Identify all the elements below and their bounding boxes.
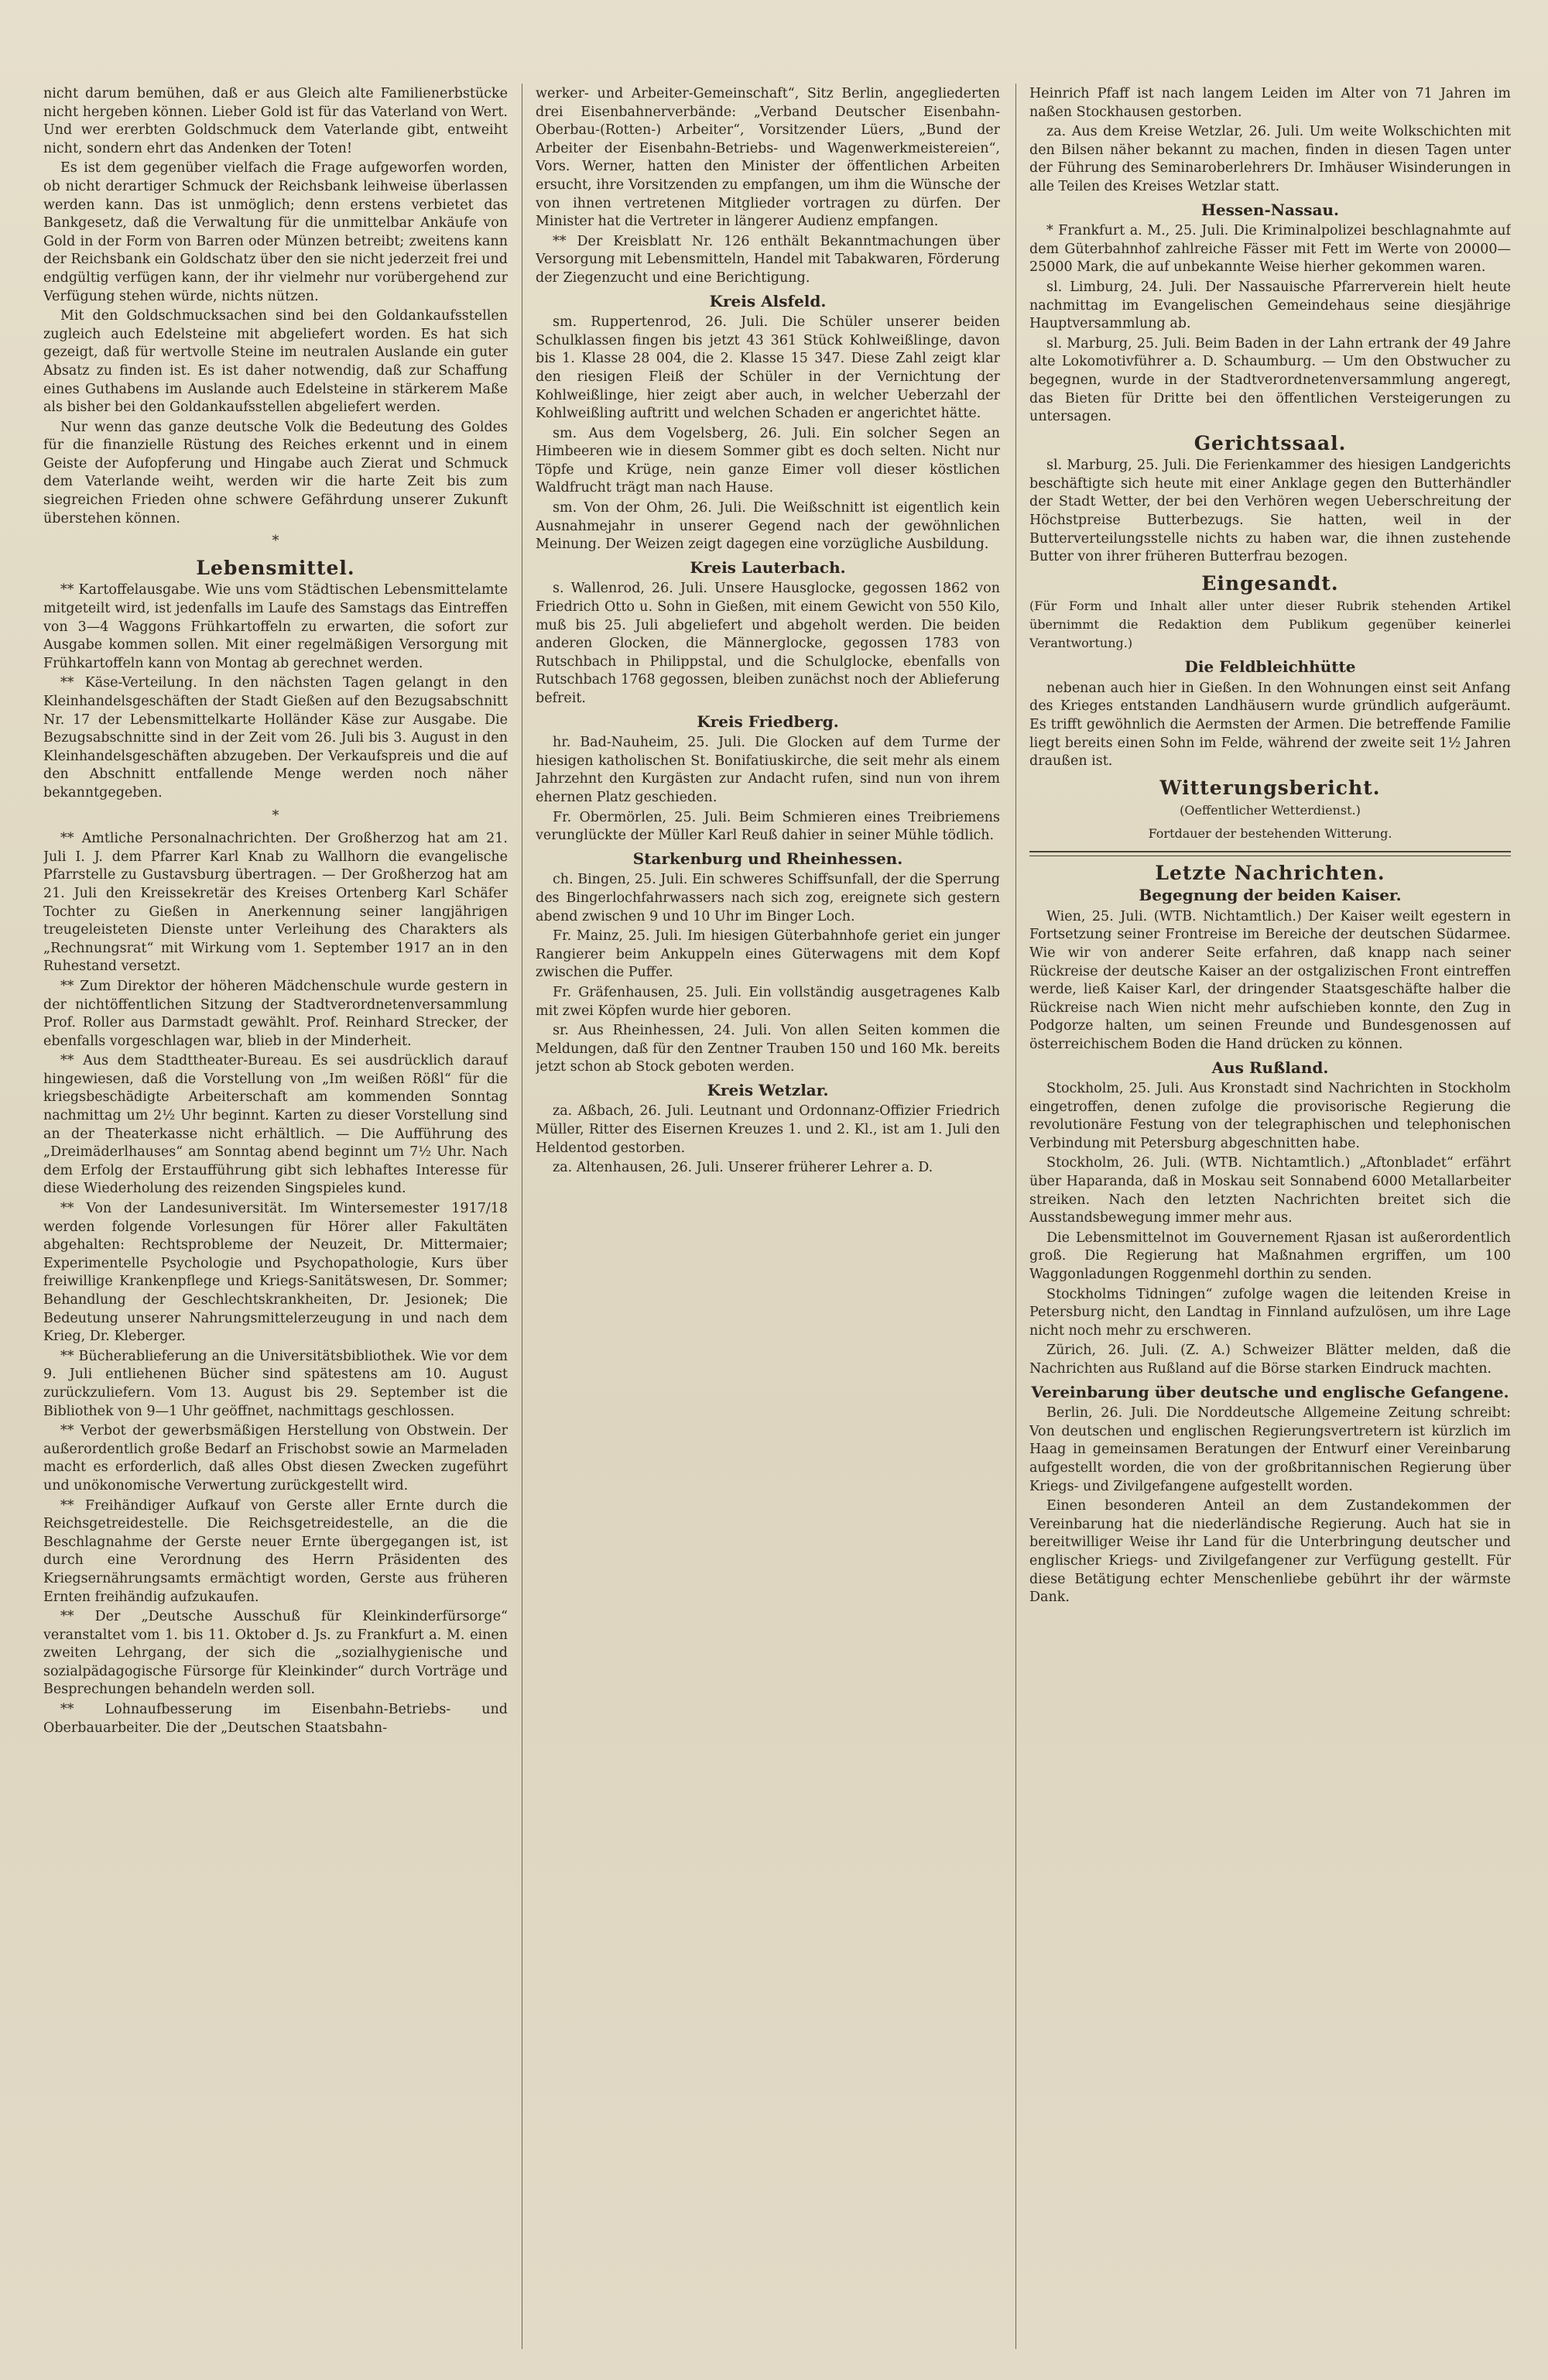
paragraph: Fr. Mainz, 25. Juli. Im hiesigen Güterbahnhofe geriet ein junger Rangierer beim Ankuppeln eines Güterwagens mit dem Kopf zwischen die Puffer. xyxy=(536,928,1000,981)
region-heading-wetzlar: Kreis Wetzlar. xyxy=(707,1080,829,1099)
section-heading-eingesandt: Eingesandt. xyxy=(1201,571,1339,595)
paragraph: ** Freihändiger Aufkauf von Gerste aller Ernte durch die Reichsgetreidestelle. Die Reichsgetreidestelle, an die die Beschlagnahme der Gerste neuer Ernte übergegangen ist, ist durch eine Verordnung des Herrn Präsidenten des Kriegsernährungsamts ermächtigt worden, Gerste aus früheren Ernten freihändig aufzukaufen. xyxy=(43,1497,508,1605)
column-middle xyxy=(536,85,1000,2357)
section-divider xyxy=(1029,851,1511,852)
paragraph: sl. Marburg, 25. Juli. Die Ferienkammer des hiesigen Landgerichts beschäftigte sich heute mit einer Anklage gegen den Butterhändler der Stadt Wetter, der bei den Verhören wegen Ueberschreitung der Höchstpreise Butterbezugs. Sie hatten, weil in der Butterverteilungsstelle nichts zu haben war, die ihnen zustehende Butter von ihrer früheren Butterfrau bezogen. xyxy=(1029,458,1511,565)
column-rule xyxy=(1015,84,1016,2349)
paragraph: hr. Bad-Nauheim, 25. Juli. Die Glocken auf dem Turme der hiesigen katholischen St. Bonifatiuskirche, die seit mehr als einem Jahrzehnt den Kurgästen zur Andacht rufen, sind nun von ihrem ehernen Platz geschieden. xyxy=(536,735,1000,805)
paragraph: za. Altenhausen, 26. Juli. Unserer früherer Lehrer a. D. xyxy=(553,1160,933,1176)
paragraph: Heinrich Pfaff ist nach langem Leiden im Alter von 71 Jahren im naßen Stockhausen gestorben. xyxy=(1029,86,1511,120)
weather-forecast: Fortdauer der bestehenden Witterung. xyxy=(1148,825,1392,841)
region-heading-hessen-nassau: Hessen-Nassau. xyxy=(1201,200,1339,219)
paragraph: Stockholms Tidningen“ zufolge wagen die leitenden Kreise in Petersburg nicht, den Landtag in Finnland aufzulösen, um ihre Lage nicht noch mehr zu erschweren. xyxy=(1029,1286,1511,1339)
region-heading-alsfeld: Kreis Alsfeld. xyxy=(709,291,827,310)
paragraph: * Frankfurt a. M., 25. Juli. Die Kriminalpolizei beschlagnahmte auf dem Güterbahnhof zahlreiche Fässer mit Fett im Werte von 20000—25000 Mark, die auf unbekannte Weise hierher gekommen waren. xyxy=(1029,223,1511,276)
paragraph: Nur wenn das ganze deutsche Volk die Bedeutung des Goldes für die finanzielle Rüstung des Reiches erkennt und in einem Geiste der Aufopferung und Hingabe auch Zierat und Schmuck dem Vaterlande weiht, werden wir die harte Zeit bis zum siegreichen Frieden ohne schwere Gefährdung unserer Zukunft überstehen können. xyxy=(43,419,508,526)
paragraph: za. Aus dem Kreise Wetzlar, 26. Juli. Um weite Wolkschichten mit den Bilsen näher bekannt zu machen, finden in diesen Tagen unter der Führung des Seminaroberlehrers Dr. Imhäuser Wisinderungen in alle Teilen des Kreises Wetzlar statt. xyxy=(1029,124,1511,194)
paragraph: ** Bücherablieferung an die Universitätsbibliothek. Wie vor dem 9. Juli entliehenen Bücher sind spätestens am 10. August zurückzuliefern. Vom 13. August bis 29. September ist die Bibliothek von 9—1 Uhr geöffnet, nachmittags geschlossen. xyxy=(43,1348,508,1419)
editorial-disclaimer: (Für Form und Inhalt aller unter dieser Rubrik stehenden Artikel übernimmt die Redaktion dem Publikum gegenüber keinerlei Verantwortung.) xyxy=(1029,598,1511,650)
paragraph: Die Lebensmittelnot im Gouvernement Rjasan ist außerordentlich groß. Die Regierung hat Maßnahmen ergriffen, um 100 Waggonladungen Roggenmehl dorthin zu senden. xyxy=(1029,1229,1511,1283)
section-heading-lebensmittel: Lebensmittel. xyxy=(196,556,355,579)
weather-subtitle: (Oeffentlicher Wetterdienst.) xyxy=(1180,803,1361,818)
paragraph: ** Lohnaufbesserung im Eisenbahn-Betriebs- und Oberbauarbeiter. Die der „Deutschen Staatsbahn- xyxy=(43,1702,508,1736)
news-subheading: Begegnung der beiden Kaiser. xyxy=(1139,886,1402,905)
section-heading-letzte-nachrichten: Letzte Nachrichten. xyxy=(1155,861,1385,884)
section-heading-gerichtssaal: Gerichtssaal. xyxy=(1194,431,1347,454)
region-heading-friedberg: Kreis Friedberg. xyxy=(697,712,839,731)
paragraph: sm. Aus dem Vogelsberg, 26. Juli. Ein solcher Segen an Himbeeren wie in diesem Sommer gibt es doch selten. Nicht nur Töpfe und Krüge, nein ganze Eimer voll dieser köstlichen Waldfrucht trägt man nach Hause. xyxy=(536,425,1000,496)
paragraph: Mit den Goldschmucksachen sind bei den Goldankaufsstellen zugleich auch Edelsteine mit abgeliefert worden. Es hat sich gezeigt, daß für wertvolle Steine im neutralen Auslande ein guter Absatz zu finden ist. Es ist daher notwendig, daß zur Schaffung eines Guthabens im Auslande auch Edelsteine in stärkerem Maße als bisher bei den Goldankaufsstellen abgeliefert werden. xyxy=(43,308,508,416)
paragraph: ** Verbot der gewerbsmäßigen Herstellung von Obstwein. Der außerordentlich große Bedarf an Frischobst sowie an Marmeladen macht es erforderlich, daß alles Obst diesen Zwecken zugeführt und unökonomische Verwertung zurückgestellt wird. xyxy=(43,1423,508,1494)
paragraph: ** Kartoffelausgabe. Wie uns vom Städtischen Lebensmittelamte mitgeteilt wird, ist jedenfalls im Laufe des Samstags das Eintreffen von 3—4 Waggons Frühkartoffeln zu erwarten, die sofort zur Ausgabe kommen sollen. Mit einer regelmäßigen Versorgung mit Frühkartoffeln kann von Montag ab gerechnet werden. xyxy=(43,582,508,671)
column-right xyxy=(1029,85,1511,2357)
paragraph: sl. Limburg, 24. Juli. Der Nassauische Pfarrerverein hielt heute nachmittag im Evangelischen Gemeindehaus seine diesjährige Hauptversammlung ab. xyxy=(1029,279,1511,332)
region-heading-lauterbach: Kreis Lauterbach. xyxy=(690,557,846,577)
section-heading-witterungsbericht: Witterungsbericht. xyxy=(1159,776,1381,799)
paragraph: nebenan auch hier in Gießen. In den Wohnungen einst seit Anfang des Krieges entstanden Landhäusern wurde gründlich aufgeräumt. Es trifft gewöhnlich die Aermsten der Armen. Die betreffende Familie liegt bereits einen Sohn im Felde, während der zweite seit 1½ Jahren draußen ist. xyxy=(1029,680,1511,770)
paragraph: sm. Von der Ohm, 26. Juli. Die Weißschnitt ist eigentlich kein Ausnahmejahr in unserer Gegend nach der gewöhnlichen Meinung. Der Weizen zeigt dagegen eine vorzügliche Ausbildung. xyxy=(536,500,1000,553)
paragraph: za. Aßbach, 26. Juli. Leutnant und Ordonnanz-Offizier Friedrich Müller, Ritter des Eisernen Kreuzes 1. und 2. Kl., ist am 1. Juli den Heldentod gestorben. xyxy=(536,1103,1000,1156)
paragraph: ** Zum Direktor der höheren Mädchenschule wurde gestern in der nichtöffentlichen Sitzung der Stadtverordnetenversammlung Prof. Roller aus Darmstadt gewählt. Prof. Reinhard Strecker, der ebenfalls vorgeschlagen war, blieb in der Minderheit. xyxy=(43,978,508,1049)
paragraph: sl. Marburg, 25. Juli. Beim Baden in der Lahn ertrank der 49 Jahre alte Lokomotivführer a. D. Schaumburg. — Um den Obstwucher zu begegnen, wurde in der Stadtverordnetenversammlung angeregt, das Bieten für Dritte bei den öffentlichen Versteigerungen zu untersagen. xyxy=(1029,335,1511,425)
paragraph: Stockholm, 25. Juli. Aus Kronstadt sind Nachrichten in Stockholm eingetroffen, denen zufolge die provisorische Regierung die revolutionäre Festung von der telegraphischen und telephonischen Verbindung mit Petersburg abgeschnitten habe. xyxy=(1029,1081,1511,1151)
paragraph: ** Der Kreisblatt Nr. 126 enthält Bekanntmachungen über Versorgung mit Lebensmitteln, Handel mit Tabakwaren, Förderung der Ziegenzucht und eine Berichtigung. xyxy=(536,233,1000,286)
news-subheading: Vereinbarung über deutsche und englische Gefangene. xyxy=(1031,1382,1509,1401)
paragraph: sr. Aus Rheinhessen, 24. Juli. Von allen Seiten kommen die Meldungen, daß für den Zentner Trauben 150 und 160 Mk. bereits jetzt schon ab Stock geboten werden. xyxy=(536,1023,1000,1075)
paragraph: ** Käse-Verteilung. In den nächsten Tagen gelangt in den Kleinhandelsgeschäften der Stadt Gießen auf den Bezugsabschnitt Nr. 17 der Lebensmittelkarte Holländer Käse zur Ausgabe. Die Bezugsabschnitte sind in der Zeit vom 26. Juli bis 3. August in den Kleinhandelsgeschäften abzugeben. Der Verkaufspreis und die auf den Abschnitt entfallende Menge werden noch näher bekanntgegeben. xyxy=(43,675,508,801)
paragraph: Fr. Obermörlen, 25. Juli. Beim Schmieren eines Treibriemens verunglückte der Müller Karl Reuß dahier in seiner Mühle tödlich. xyxy=(536,809,1000,844)
paragraph: s. Wallenrod, 26. Juli. Unsere Hausglocke, gegossen 1862 von Friedrich Otto u. Sohn in Gießen, mit einem Gewicht von 550 Kilo, muß bis 25. Juli abgeliefert und abgeholt werden. Die beiden anderen Glocken, die Männerglocke, gegossen 1783 von Rutschbach in Philippstal, und die Schulglocke, ebenfalls von Rutschbach 1768 gegossen, bleiben zunächst noch der Ablieferung befreit. xyxy=(536,581,1000,706)
paragraph: Berlin, 26. Juli. Die Norddeutsche Allgemeine Zeitung schreibt: Von deutschen und englischen Regierungsvertretern ist kürzlich im Haag in gemeinsamen Beratungen der Entwurf einer Vereinbarung aufgestellt worden, die von der großbritannischen Regierung über Kriegs- und Zivilgefangene aufgestellt worden. xyxy=(1029,1405,1511,1494)
paragraph: Stockholm, 26. Juli. (WTB. Nichtamtlich.) „Aftonbladet“ erfährt über Haparanda, daß in Moskau seit Sonnabend 6000 Metallarbeiter streiken. Nach den letzten Nachrichten breitet sich die Ausstandsbewegung immer mehr aus. xyxy=(1029,1155,1511,1226)
region-heading-starkenburg: Starkenburg und Rheinhessen. xyxy=(632,849,903,868)
paragraph: ** Der „Deutsche Ausschuß für Kleinkinderfürsorge“ veranstaltet vom 1. bis 11. Oktober d. Js. zu Frankfurt a. M. einen zweiten Lehrgang, der sich die „sozialhygienische und sozialpädagogische Fürsorge für Kleinkinder“ durch Vorträge und Besprechungen behandeln werden soll. xyxy=(43,1609,508,1698)
paragraph: ** Von der Landesuniversität. Im Wintersemester 1917/18 werden folgende Vorlesungen für Hörer aller Fakultäten abgehalten: Rechtsprobleme der Neuzeit, Dr. Mittermaier; Experimentelle Psychologie und Psychopathologie, Kurs über freiwillige Krankenpflege und Kriegs-Sanitätswesen, Dr. Sommer; Behandlung der Geschlechtskrankheiten, Dr. Jesionek; Die Bedeutung unserer Nahrungsmittelerzeugung in und nach dem Krieg, Dr. Kleberger. xyxy=(43,1201,508,1345)
paragraph: Wien, 25. Juli. (WTB. Nichtamtlich.) Der Kaiser weilt egestern in Fortsetzung seiner Frontreise im Bereiche der deutschen Südarmee. Wie wir von anderer Seite erfahren, daß knapp nach seiner Rückreise der deutsche Kaiser an der ostgalizischen Front eintreffen werde, ließ Kaiser Karl, der dringender Staatsgeschäfte halber die Rückreise nach Wien nicht mehr aufschieben konnte, den Zug in Podgorze halten, um seinen Freunde und Bundesgenossen auf österreichischem Boden die Hand drücken zu können. xyxy=(1029,908,1511,1052)
column-left xyxy=(43,85,508,2357)
asterisk-divider: * xyxy=(272,533,279,550)
paragraph: ch. Bingen, 25. Juli. Ein schweres Schiffsunfall, der die Sperrung des Bingerlochfahrwassers nach sich zog, ereignete sich gestern abend zwischen 9 und 10 Uhr im Binger Loch. xyxy=(536,872,1000,924)
asterisk-divider: * xyxy=(272,808,279,824)
paragraph: sm. Ruppertenrod, 26. Juli. Die Schüler unserer beiden Schulklassen fingen bis jetzt 43 361 Stück Kohlweißlinge, davon bis 1. Klasse 28 004, die 2. Klasse 15 347. Diese Zahl zeigt klar den riesigen Fleiß der Schüler in der Vernichtung der Kohlweißlinge, hier zeigt aber auch, in welcher Ueberzahl der Kohlweißling auftritt und welchen Schaden er angerichtet hätte. xyxy=(536,314,1000,422)
paragraph: Einen besonderen Anteil an dem Zustandekommen der Vereinbarung hat die niederländische Regierung. Auch hat sie in bereitwilliger Weise ihr Land für die Unterbringung deutscher und englischer Kriegs- und Zivilgefangener zur Verfügung gestellt. Für diese Betätigung echter Menschenliebe gebührt ihr der wärmste Dank. xyxy=(1029,1498,1511,1606)
news-subheading: Aus Rußland. xyxy=(1211,1058,1329,1077)
paragraph: nicht darum bemühen, daß er aus Gleich alte Familienerbstücke nicht hergeben können. Lieber Gold ist für das Vaterland von Wert. Und wer ererbten Goldschmuck dem Vaterlande gibt, entweiht nicht, sondern ehrt das Andenken der Toten! xyxy=(43,86,508,156)
letter-title: Die Feldbleichhütte xyxy=(1184,657,1356,677)
paragraph: ** Amtliche Personalnachrichten. Der Großherzog hat am 21. Juli I. J. dem Pfarrer Karl Knab zu Wallhorn die evangelische Pfarrstelle zu Gustavsburg übertragen. — Der Großherzog hat am 21. Juli den Kreissekretär des Kreises Ortenberg Karl Schäfer Tochter zu Gießen in Anerkennung seiner langjährigen treugeleisteten Dienste unter Verleihung des Charakters als „Rechnungsrat“ mit Wirkung vom 1. September 1917 an in den Ruhestand versetzt. xyxy=(43,831,508,975)
paragraph: Fr. Gräfenhausen, 25. Juli. Ein vollständig ausgetragenes Kalb mit zwei Köpfen wurde hier geboren. xyxy=(536,984,1000,1019)
paragraph: ** Aus dem Stadttheater-Bureau. Es sei ausdrücklich darauf hingewiesen, daß die Vorstellung von „Im weißen Rößl“ für die kriegsbeschädigte Arbeiterschaft am kommenden Sonntag nachmittag um 2½ Uhr beginnt. Karten zu dieser Vorstellung sind an der Theaterkasse nicht erhältlich. — Die Aufführung des „Dreimäderlhauses“ am Sonntag abend beginnt um 7½ Uhr. Nach dem Erfolg der Erstaufführung gibt sich lebhaftes Interesse für diese Wiederholung des reizenden Singspieles kund. xyxy=(43,1053,508,1197)
paragraph: werker- und Arbeiter-Gemeinschaft“, Sitz Berlin, angegliederten drei Eisenbahnerverbände: „Verband Deutscher Eisenbahn-Oberbau-(Rotten-) Arbeiter“, Vorsitzender Lüers, „Bund der Arbeiter der Eisenbahn-Betriebs- und Wagenwerkmeistereien“, Vors. Werner, hatten den Minister der öffentlichen Arbeiten ersucht, ihre Vorsitzenden zu empfangen, um ihm die Wünsche der von ihnen vertretenen Mitglieder vortragen zu dürfen. Der Minister hat die Vertreter in längerer Audienz empfangen. xyxy=(536,86,1000,230)
paragraph: Zürich, 26. Juli. (Z. A.) Schweizer Blätter melden, daß die Nachrichten aus Rußland auf die Börse starken Eindruck machten. xyxy=(1029,1343,1511,1377)
paragraph: Es ist dem gegenüber vielfach die Frage aufgeworfen worden, ob nicht derartiger Schmuck der Reichsbank leihweise überlassen werden kann. Das ist unmöglich; denn erstens verbietet das Bankgesetz, daß die Verwaltung für die unmittelbar Ankäufe von Gold in der Form von Barren oder Münzen betreibt; zweitens kann der Reichsbank ein Goldschatz über den sie nicht jederzeit frei und endgültig verfügen kann, der ihr vielmehr nur vorübergehend zur Verfügung stehen würde, nichts nützen. xyxy=(43,160,508,304)
